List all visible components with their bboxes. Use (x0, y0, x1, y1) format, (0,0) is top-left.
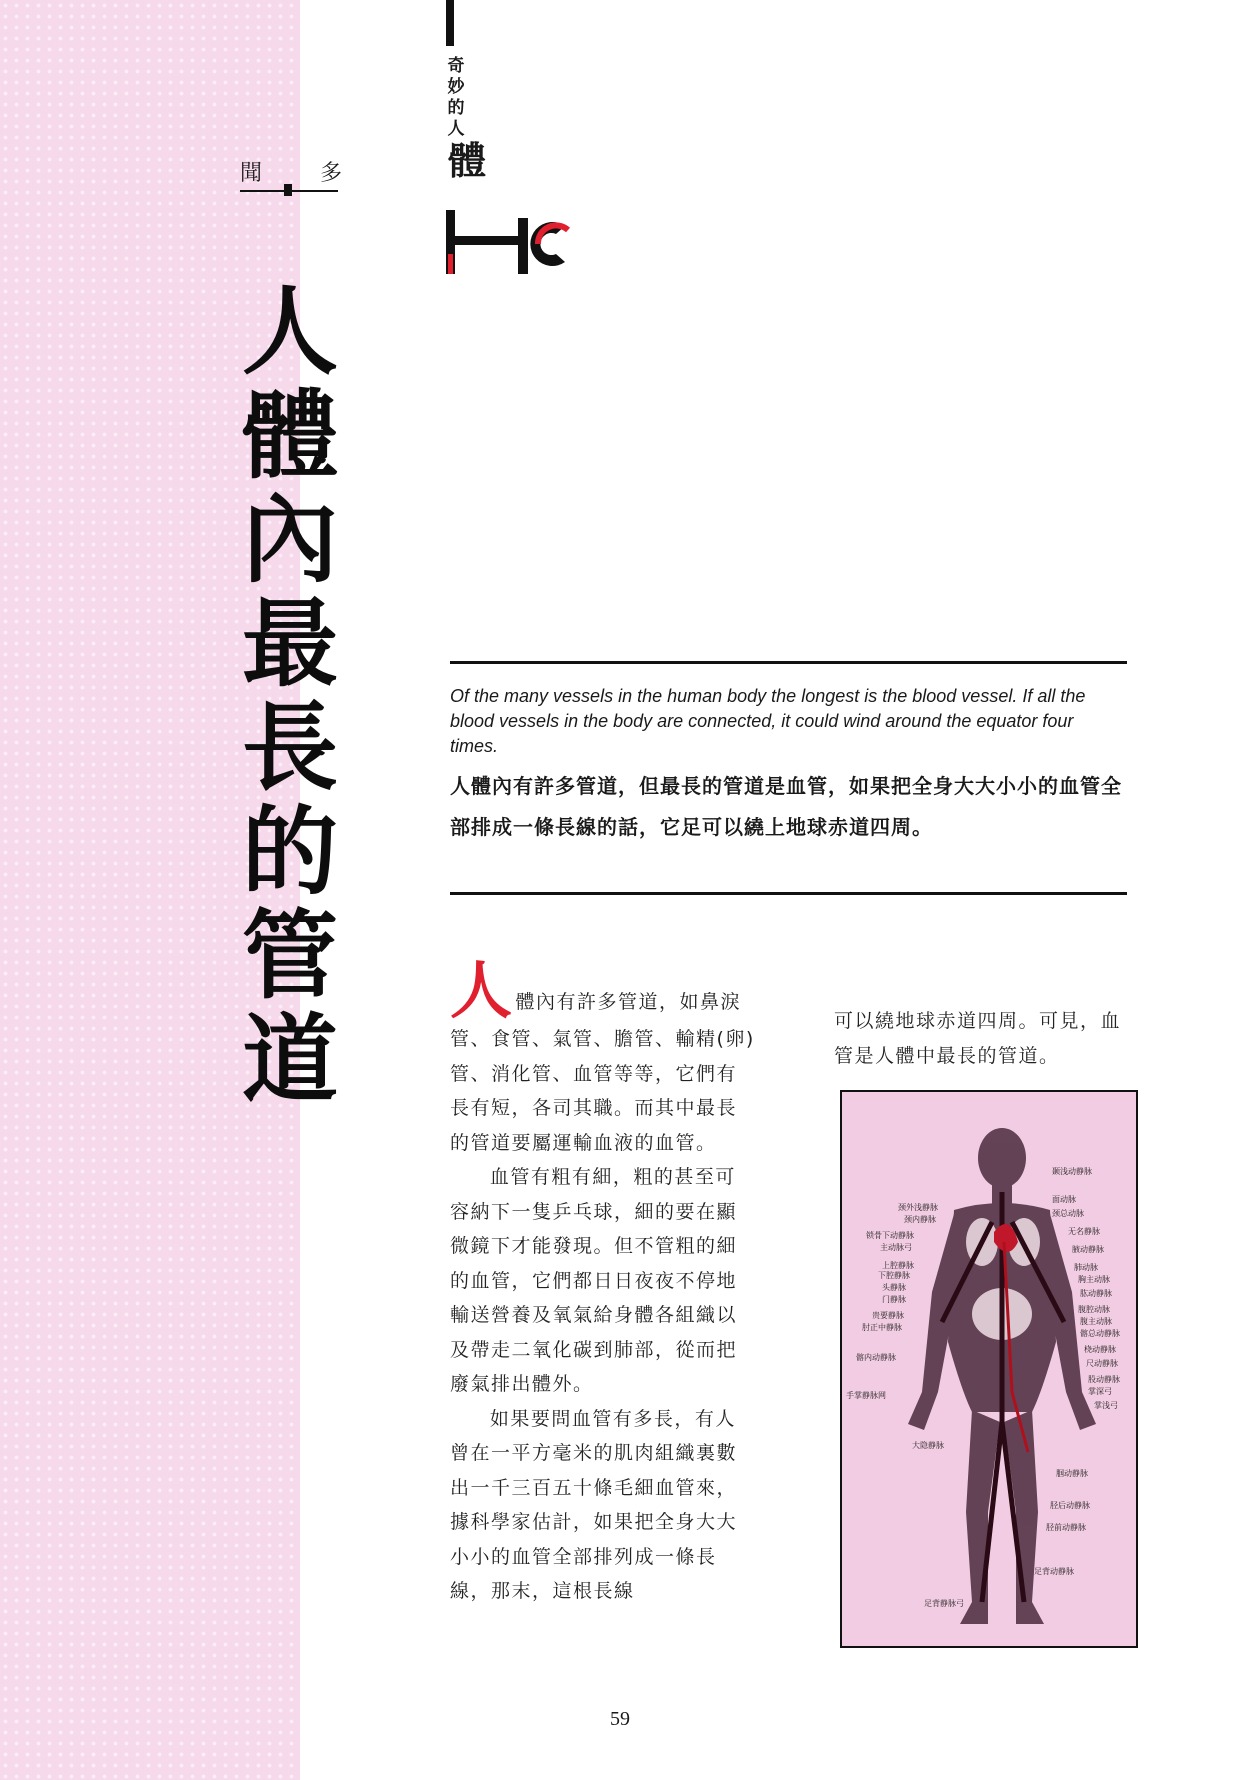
figure-label: 掌深弓 (1088, 1387, 1112, 1396)
figure-label: 掌浅弓 (1094, 1401, 1118, 1410)
figure-label: 手掌静脉网 (846, 1391, 886, 1400)
figure-label: 大隐静脉 (912, 1441, 944, 1450)
title-char: 的 (242, 796, 338, 908)
category-char-2: 多 (320, 161, 343, 186)
body-paragraph-3: 如果要問血管有多長，有人曾在一平方毫米的肌肉組織裏數出一千三百五十條毛細血管來，據科學家估計，如果把全身大大小小的血管全部排列成一條長線，那末，這根長線 (450, 1407, 738, 1602)
figure-label: 面动脉 (1052, 1195, 1076, 1204)
figure-label: 髂内动静脉 (856, 1353, 896, 1362)
figure-label: 颈内静脉 (904, 1215, 936, 1224)
body-paragraph-2: 血管有粗有細，粗的甚至可容納下一隻乒乓球，細的要在顯微鏡下才能發現。但不管粗的細的血管，它們都日日夜夜不停地輸送營養及氧氣給身體各組織以及帶走二氧化碳到肺部，從而把廢氣排出體外。 (450, 1166, 738, 1395)
summary-top-rule (450, 661, 1127, 664)
figure-label: 胫前动静脉 (1046, 1523, 1086, 1532)
figure-label: 头静脉 (882, 1283, 906, 1292)
title-char: 內 (242, 484, 338, 596)
figure-label: 腘动静脉 (1056, 1469, 1088, 1478)
figure-label: 股动静脉 (1088, 1375, 1120, 1384)
figure-label: 主动脉弓 (880, 1243, 912, 1252)
series-label-big: 體 (448, 139, 487, 183)
title-char: 長 (242, 692, 338, 804)
drop-cap: 人 (450, 954, 514, 1027)
figure-label: 腹主动脉 (1080, 1317, 1112, 1326)
body-column-2 (834, 1004, 1134, 1073)
figure-label: 髂总动静脉 (1080, 1329, 1120, 1338)
figure-label: 下腔静脉 (878, 1271, 910, 1280)
figure-label: 尺动静脉 (1086, 1359, 1118, 1368)
category-header (240, 156, 343, 196)
figure-label: 胸主动脉 (1078, 1275, 1110, 1284)
figure-label: 胫后动静脉 (1050, 1501, 1090, 1510)
title-char: 最 (242, 588, 338, 700)
figure-label: 腹腔动脉 (1078, 1305, 1110, 1314)
figure-label: 上腔静脉 (882, 1261, 914, 1270)
figure-label: 无名静脉 (1068, 1227, 1100, 1236)
figure-label: 肘正中静脉 (862, 1323, 902, 1332)
figure-label: 贵要静脉 (872, 1311, 904, 1320)
body-column-1 (450, 954, 755, 1609)
series-logo-icon (440, 210, 590, 280)
figure-label: 足背静脉弓 (924, 1599, 964, 1608)
figure-label: 颈外浅静脉 (898, 1203, 938, 1212)
body-paragraph-4: 可以繞地球赤道四周。可見，血管是人體中最長的管道。 (834, 1010, 1122, 1067)
page-number: 59 (610, 1708, 630, 1730)
title-char: 管 (242, 900, 338, 1012)
figure-label: 肺动脉 (1074, 1263, 1098, 1272)
figure-label: 门静脉 (882, 1295, 906, 1304)
figure-label: 肱动静脉 (1080, 1289, 1112, 1298)
figure-label: 腋动静脉 (1072, 1245, 1104, 1254)
summary-bottom-rule (450, 892, 1127, 895)
english-summary: Of the many vessels in the human body the longest is the blood vessel. If all the blood vessels in the body are connected, it could wind around the equator four times. (450, 686, 1086, 756)
figure-label: 颈总动脉 (1052, 1209, 1084, 1218)
category-mark (284, 184, 292, 196)
title-char: 道 (242, 1004, 338, 1116)
body-paragraph-1: 體內有許多管道，如鼻淚管、食管、氣管、膽管、輸精(卵)管、消化管、血管等等，它們有長有短，各司其職。而其中最長的管道要屬運輸血液的血管。 (450, 991, 755, 1154)
title-char: 人 (242, 276, 338, 388)
series-label-vertical (444, 56, 468, 140)
series-label-text: 奇 妙 的 人 (447, 56, 465, 139)
category-char-1: 聞 (240, 161, 263, 186)
title-char: 體 (242, 380, 338, 492)
circulatory-system-figure (840, 1090, 1138, 1648)
figure-label: 锁骨下动静脉 (866, 1231, 914, 1240)
series-bar (446, 0, 454, 46)
chinese-summary: 人體內有許多管道，但最長的管道是血管，如果把全身大大小小的血管全部排成一條長線的話，它足可以繞上地球赤道四周。 (450, 774, 1122, 839)
figure-label: 桡动静脉 (1084, 1345, 1116, 1354)
figure-label: 足背动静脉 (1034, 1567, 1074, 1576)
figure-label: 颞浅动静脉 (1052, 1167, 1092, 1176)
